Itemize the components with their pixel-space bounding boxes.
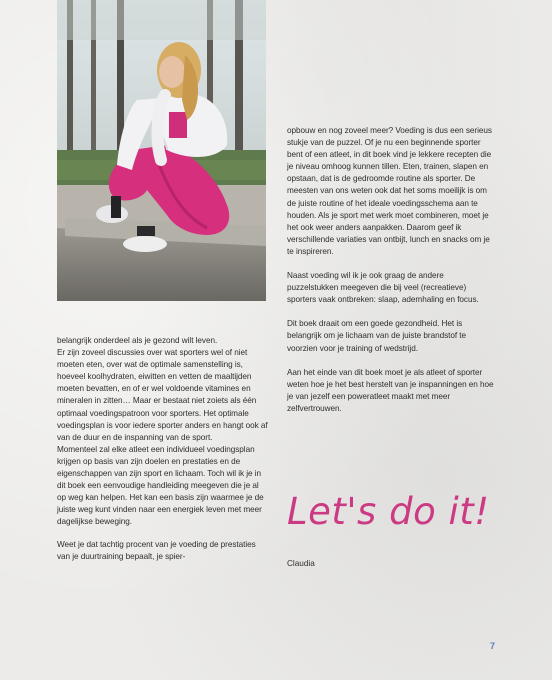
author-signature: Claudia	[287, 559, 315, 568]
paragraph: Weet je dat tachtig procent van je voeding de prestaties van je duurtraining bepaalt, je spier-	[57, 539, 256, 561]
athlete-photo	[57, 0, 266, 301]
paragraph: belangrijk onderdeel als je gezond wilt leven.	[57, 336, 218, 345]
page-number: 7	[490, 641, 496, 651]
left-text-column	[57, 335, 269, 563]
paragraph: Er zijn zoveel discussies over wat sporters wel of niet moeten eten, over wat de optimale samenstelling is, hoeveel koolhydraten, eiwitten en vetten de maaltijden moeten bevatten, en of er wel voldoende vitamines en mineralen in zitten… Maar er bestaat niet zoiets als één optimaal voedingspatroon voor sporters. Het optimale voedingsplan is voor iedere sporter anders en hangt ook af van de duur en de inspanning van de sport.	[57, 348, 268, 442]
right-text-column	[287, 125, 497, 415]
paragraph: Momenteel zal elke atleet een individueel voedingsplan krijgen op basis van zijn doelen en prestaties en de eigenschappen van zijn sport en lichaam. Toch wil ik je in dit boek een eenvoudige handleiding meegeven die je al op weg kan helpen. Het kan een basis zijn waarmee je de juiste weg kunt vinden naar een energiek leven met meer dagelijkse beweging.	[57, 444, 264, 527]
signoff-heading: Let's do it!	[287, 490, 490, 533]
paragraph: Dit boek draait om een goede gezondheid. Het is belangrijk om je lichaam van de juiste brandstof te voorzien voor je training of wedstrijd.	[287, 319, 467, 353]
paragraph: Naast voeding wil ik je ook graag de andere puzzelstukken meegeven die bij veel (recreatieve) sporters vaak ontbreken: slaap, ademhaling en focus.	[287, 271, 479, 305]
paragraph: opbouw en nog zoveel meer? Voeding is dus een serieus stukje van de puzzel. Of je nu een beginnende sporter bent of een atleet, in dit boek vind je lekkere recepten die je niveau omhoog kunnen tillen. Eten, trainen, slapen en opstaan, dat is de gedroomde routine als sporter. De meesten van ons weten ook dat het soms moeilijk is om de juiste routine of het ideale voedingsschema aan te houden. Als je sport met werk moet combineren, moet je het ook weer anders aanpakken. Daarom geef ik verschillende variaties van ontbijt, lunch en snacks om je te inspireren.	[287, 126, 492, 256]
paragraph: Aan het einde van dit boek moet je als atleet of sporter weten hoe je het best herstelt van je inspanningen en hoe je van jezelf een poweratleet maakt met meer zelfvertrouwen.	[287, 367, 494, 413]
